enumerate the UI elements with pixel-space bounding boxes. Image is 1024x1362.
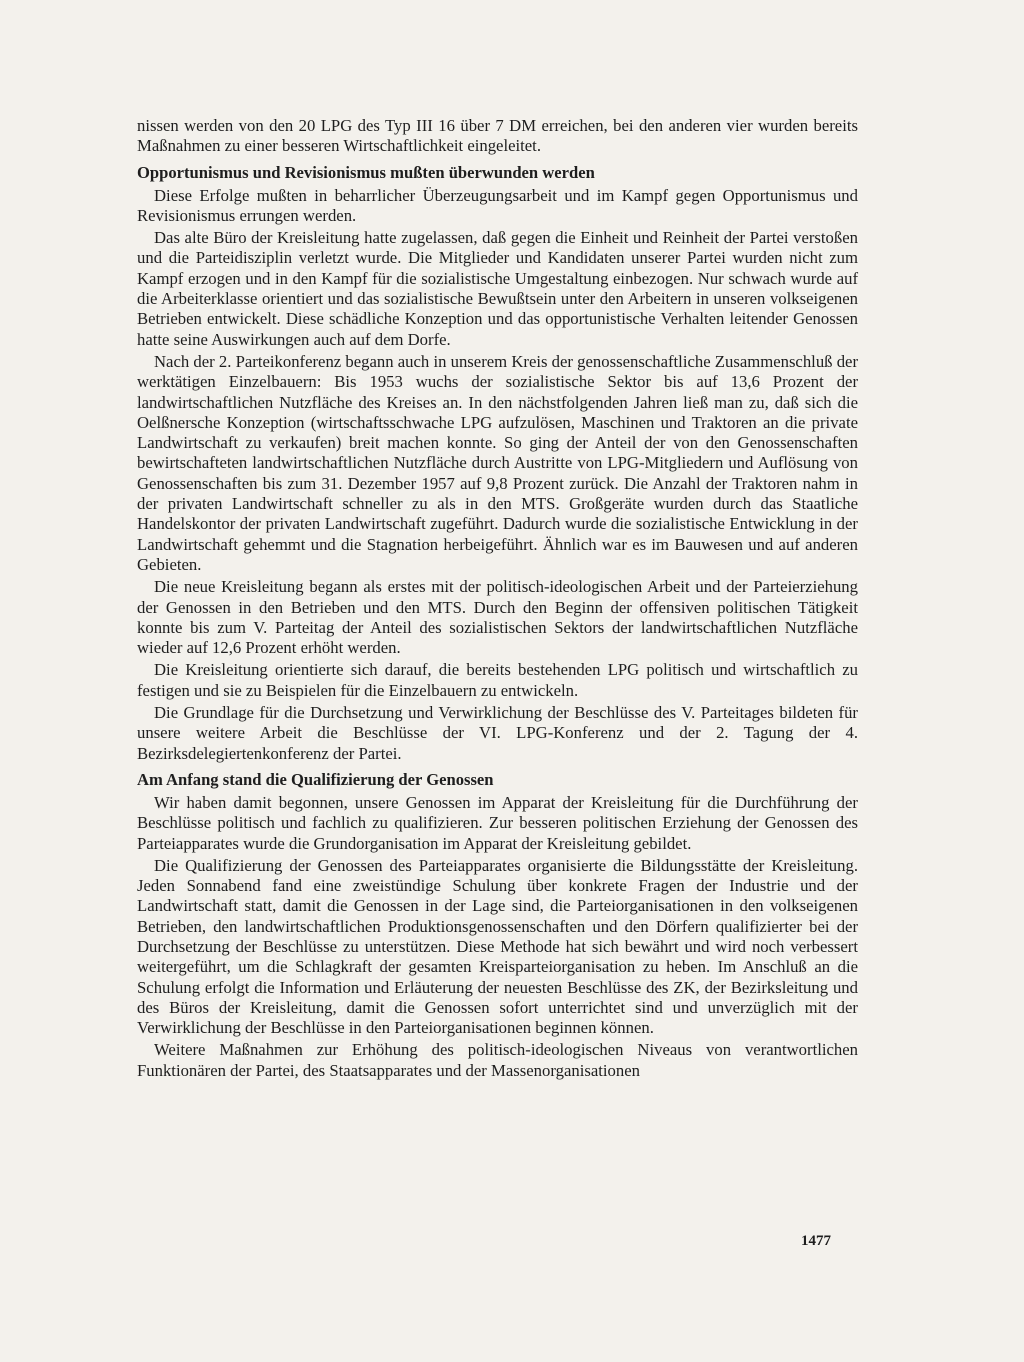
section-heading-qualifizierung: Am Anfang stand die Qualifizierung der Genossen [137, 769, 494, 789]
page-number: 1477 [801, 1233, 831, 1249]
article-body [137, 116, 858, 1083]
paragraph: Nach der 2. Parteikonferenz begann auch in unserem Kreis der genossenschaftliche Zusammenschluß der werktätigen Einzelbauern: Bis 1953 wuchs der sozialistische Sektor bis auf 13,6 Prozent der landwirtschaftlichen Nutzfläche des Kreises an. In den nächstfolgenden Jahren ließ man zu, daß sich die Oelßnersche Konzeption (wirtschaftsschwache LPG aufzulösen, Maschinen und Traktoren an die private Landwirtschaft zu verkaufen) breit machen konnte. So ging der Anteil der von den Genossenschaften bewirtschafteten landwirtschaftlichen Nutzfläche durch Austritte von LPG-Mitgliedern und Auflösung von Genossenschaften bis zum 31. Dezember 1957 auf 9,8 Prozent zurück. Die Anzahl der Traktoren nahm in der privaten Landwirtschaft schneller zu als in den MTS. Großgeräte wurden durch das Staatliche Handelskontor der privaten Landwirtschaft zugeführt. Dadurch wurde die sozialistische Entwicklung in der Landwirtschaft gehemmt und die Stagnation herbeigeführt. Ähnlich war es im Bauwesen und auf anderen Gebieten. [137, 351, 858, 574]
paragraph: Die Qualifizierung der Genossen des Parteiapparates organisierte die Bildungsstätte der Kreisleitung. Jeden Sonnabend fand eine zweistündige Schulung über konkrete Fragen der Industrie und der Landwirtschaft statt, damit die Genossen in der Lage sind, die Parteiorganisationen in den volkseigenen Betrieben, den landwirtschaftlichen Produktionsgenossenschaften und den Dörfern qualifizierter bei der Durchsetzung der Beschlüsse zu unterstützen. Diese Methode hat sich bewährt und wird noch verbessert weitergeführt, um die Schlagkraft der gesamten Kreisparteiorganisation zu heben. Im Anschluß an die Schulung erfolgt die Information und Erläuterung der neuesten Beschlüsse des ZK, der Bezirksleitung und des Büros der Kreisleitung, damit die Genossen sofort unterrichtet sind und unverzüglich mit der Verwirklichung der Beschlüsse in den Parteiorganisationen beginnen können. [137, 855, 858, 1038]
paragraph: Diese Erfolge mußten in beharrlicher Überzeugungsarbeit und im Kampf gegen Opportunismus und Revisionismus errungen werden. [137, 185, 858, 225]
paragraph: Die Grundlage für die Durchsetzung und Verwirklichung der Beschlüsse des V. Parteitages bildeten für unsere weitere Arbeit die Beschlüsse der VI. LPG-Konferenz und der 2. Tagung der 4. Bezirksdelegiertenkonferenz der Partei. [137, 703, 858, 763]
paragraph: Die neue Kreisleitung begann als erstes mit der politisch-ideologischen Arbeit und der Parteierziehung der Genossen in den Betrieben und den MTS. Durch den Beginn der offensiven politischen Tätigkeit konnte bis zum V. Parteitag der Anteil des sozialistischen Sektors der landwirtschaftlichen Nutzfläche wieder auf 12,6 Prozent erhöht werden. [137, 577, 858, 658]
section-heading-opportunismus: Opportunismus und Revisionismus mußten überwunden werden [137, 162, 595, 182]
paragraph-continued: nissen werden von den 20 LPG des Typ III 16 über 7 DM erreichen, bei den anderen vier wurden bereits Maßnahmen zu einer besseren Wirtschaftlichkeit eingeleitet. [137, 116, 858, 156]
paragraph: Das alte Büro der Kreisleitung hatte zugelassen, daß gegen die Einheit und Reinheit der Partei verstoßen und die Parteidisziplin verletzt wurde. Die Mitglieder und Kandidaten unserer Partei wurden nicht zum Kampf erzogen und in den Kampf für die sozialistische Umgestaltung einbezogen. Nur schwach wurde auf die Arbeiterklasse orientiert und das sozialistische Bewußtsein unter den Arbeitern in unseren volkseigenen Betrieben entwickelt. Diese schädliche Konzeption und das opportunistische Verhalten leitender Genossen hatte seine Auswirkungen auch auf dem Dorfe. [137, 228, 858, 349]
paragraph: Wir haben damit begonnen, unsere Genossen im Apparat der Kreisleitung für die Durchführung der Beschlüsse politisch und fachlich zu qualifizieren. Zur besseren politischen Erziehung der Genossen des Parteiapparates wurde die Grundorganisation im Apparat der Kreisleitung gebildet. [137, 792, 858, 853]
paragraph: Weitere Maßnahmen zur Erhöhung des politisch-ideologischen Niveaus von verantwortlichen Funktionären der Partei, des Staatsapparates und der Massenorganisationen [137, 1040, 858, 1080]
paragraph: Die Kreisleitung orientierte sich darauf, die bereits bestehenden LPG politisch und wirtschaftlich zu festigen und sie zu Beispielen für die Einzelbauern zu entwickeln. [137, 660, 858, 700]
